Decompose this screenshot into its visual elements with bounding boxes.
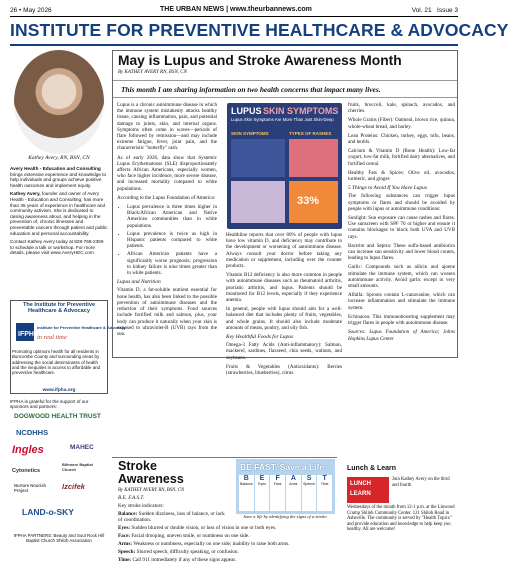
- lupus-avoid-item: Alfalfa: Sprouts contain L-canavanine, which can increase inflammation and stimulate the immune system.: [348, 292, 455, 311]
- sponsor-logo-ingles: Ingles: [12, 444, 44, 456]
- indicator-key: Eyes:: [118, 525, 131, 532]
- lupus-food-item: Whole Grains (Fiber): Oatmeal, brown rice, quinoa, whole-wheat bread, and barley.: [348, 117, 455, 130]
- lupus-paragraph: Vitamin D, a fat-soluble nutrient essential for bone health, has also been linked to the possible prevention of autoimmune diseases and the reduction of their symptoms. Food sources include fortified milk and salmon, plus, your body can produce it naturally when your skin is exposed to ultraviolet-B (UVB) rays from the sun.: [117, 287, 217, 337]
- befast-letter: A: [290, 475, 296, 482]
- indicator-key: Balance:: [118, 510, 138, 517]
- lupus-paragraph: Healthline reports that over 80% of people with lupus have low vitamin D, and deficiency may contribute to the development or worsening of autoimmune disease. Always consult your doctor before taking any medication or supplement, including over the counter products.: [226, 232, 342, 270]
- stroke-title: [118, 460, 184, 486]
- lupus-column-1: [117, 102, 217, 340]
- lupus-teaser: This month I am sharing information on two health concerns that impact many lives.: [113, 80, 457, 98]
- stroke-title-line-1: Stroke: [118, 459, 157, 473]
- befast-caption: Save a life by identifying the signs of a stroke.: [243, 514, 328, 519]
- sponsor-logo-nurture: Nurture Nourish Project: [14, 483, 47, 493]
- lunch-logo-word-2: LEARN: [350, 491, 371, 497]
- lunch-learn-logo: [347, 477, 389, 503]
- befast-word: Time: [320, 482, 329, 486]
- institute-url[interactable]: www.ifpha.org: [42, 388, 76, 393]
- sponsor-logo-mahec: MAHEC: [70, 444, 94, 451]
- lupus-food-item: Fruits & Vegetables (Antioxidants): Berries (strawberries, blueberries), citrus: [226, 363, 342, 377]
- lupus-food-item: Omega-3 Fatty Acids (Anti-inflammatory): Salmon, mackerel, sardines, flaxseed, chia seeds, walnuts, and soybeans.: [226, 342, 342, 361]
- gfx-subtitle: Lupus Skin Symptoms Are More Than Just Skin-Deep: [231, 117, 334, 122]
- sponsor-logo-dogwood: DOGWOOD HEALTH TRUST: [14, 413, 101, 420]
- indicator-text: Sudden dizziness, loss of balance, or lack of coordination.: [118, 510, 225, 524]
- title-divider: [10, 44, 458, 46]
- indicator-text: Weakness or numbness, especially on one side; inability to raise both arms.: [133, 540, 290, 547]
- gfx-rash-panel: [289, 139, 338, 177]
- lupus-paragraph: Lupus is a chronic autoimmune disease in which the immune system mistakenly attacks healthy tissue, causing inflammation, pain, and potential damage to joints, skin, and internal organs. Symptoms often come in waves—periods of flare followed by remission—and may include extreme fatigue, fever, joint pain, and the characteristic "butterfly" rash.: [117, 102, 217, 152]
- befast-heading: B.E. F.A.S.T.: [118, 495, 145, 501]
- page-number: 26: [10, 7, 18, 14]
- indicator-key: Time:: [118, 556, 132, 563]
- photo-caption: Kathey Avery, RN, BSN, CN: [28, 155, 90, 161]
- lupus-nutrition-subhead: Lupus and Nutrition: [117, 279, 161, 286]
- befast-graphic-title: BE FAST, Save a Life: [240, 462, 325, 472]
- paper-url[interactable]: www.theurbannews.com: [230, 6, 312, 13]
- lupus-sources: Sources: Lupus Foundation of America; Johns Hopkins Lupus Center: [348, 329, 455, 342]
- issue-date: May 2026: [23, 7, 52, 14]
- stroke-title-line-2: Awareness: [118, 472, 184, 486]
- bio-contact: Contact Kathey Avery today at 828-768-2369 to schedule a talk or workshop. For more details, please visit www.AveryHEC.com: [10, 239, 104, 256]
- befast-word: Arms: [289, 482, 298, 486]
- author-bio: [10, 166, 108, 259]
- stroke-indicator: [118, 541, 333, 547]
- stroke-indicator: [118, 511, 230, 524]
- befast-letter: S: [306, 475, 312, 482]
- lupus-food-item: Calcium & Vitamin D (Bone Health): Low-fat yogurt, low-fat milk, fortified dairy alternatives, and fortified cereal.: [348, 148, 455, 167]
- author-photo: [14, 50, 104, 154]
- stroke-divider: [112, 457, 337, 458]
- lupus-column-3: [348, 102, 455, 345]
- gfx-face-illustration: [231, 181, 285, 223]
- befast-letter: B: [243, 475, 249, 482]
- stroke-indicator: [118, 557, 333, 563]
- lunch-learn-title: Lunch & Learn: [347, 465, 397, 472]
- lupus-food-item: Lean Proteins: Chicken, turkey, eggs, tofu, beans, and lentils.: [348, 132, 455, 146]
- bio-paragraph-2: founder and owner of Avery Health - Education and Consulting, has more than 35 years of experience in healthcare and community activism. She is dedicated to raising awareness about, and helping in the prevention of, chronic illnesses and preventable cancers through patient and public education and personal accountability.: [10, 191, 108, 236]
- institute-description: Promoting optimum health for all residents in Buncombe County and surrounding areas by addressing the social determinants of health and the inequities in access to affordable and preventive healthcare.: [12, 349, 101, 376]
- stroke-intro: Key stroke indicators:: [118, 502, 164, 509]
- gfx-title-lupus: LUPUS: [231, 106, 262, 116]
- bio-company-name: Avery Health - Education and Consulting: [10, 166, 101, 171]
- sponsor-logo-land-of-sky: LAND-o-SKY: [22, 507, 74, 517]
- lupus-avoid-item: The following substances can trigger lupus symptoms or flares and should be avoided by people with lupus or autoimmune conditions:: [348, 193, 455, 212]
- lupus-column-2: [226, 232, 342, 379]
- indicator-key: Speech:: [118, 548, 136, 555]
- stroke-indicator: [118, 525, 333, 531]
- list-item: • African American patients have a significantly worse prognosis; progression to kidney failure is nine times greater than in white patients.: [127, 251, 217, 276]
- list-item: • Lupus prevalence is three times higher in Black/African American and Native American communities than in white populations.: [127, 204, 217, 229]
- lupus-avoid-item: Bactrim and Septra: These sulfa-based antibiotics can increase sun sensitivity and lower blood counts, leading to lupus flares.: [348, 242, 455, 262]
- indicator-text: Slurred speech, difficulty speaking, or confusion.: [136, 548, 239, 555]
- stroke-indicator: [118, 549, 333, 555]
- sponsor-logo-biltmore: Biltmore Baptist Church: [62, 462, 93, 472]
- issue: Issue 3: [437, 7, 458, 14]
- volume: Vol. 21: [411, 7, 432, 14]
- indicator-key: Face:: [118, 533, 131, 540]
- befast-letter: T: [322, 475, 327, 482]
- stroke-body: [118, 495, 333, 565]
- lupus-byline: By KATHEY AVERY RN, BSN, CN: [118, 70, 187, 75]
- lupus-article-title: May is Lupus and Stroke Awareness Month: [118, 53, 402, 68]
- gfx-title-skin: SKIN SYMPTOMS: [263, 106, 339, 116]
- lupus-foods-subhead: Key Healthful Foods for Lupus: [226, 334, 294, 341]
- indicator-key: Arms:: [118, 540, 133, 547]
- lupus-avoid-item: Garlic: Compounds such as allicin and ajoene stimulate the immune system, which can worsen autoimmune activity. Avoid garlic except in very small amounts.: [348, 264, 455, 290]
- sponsors-note: IFPHA is grateful for the support of our sponsors and partners:: [10, 399, 89, 410]
- lupus-paragraph: Vitamin B12 deficiency is also more common in people with autoimmune diseases such as rheumatoid arthritis, psoriatic arthritis, and lupus. Patients should be monitored for B12 levels, especially if they experience anemia.: [226, 272, 342, 304]
- indicator-text: Sudden blurred or double vision, or loss of vision in one or both eyes.: [131, 525, 277, 532]
- befast-word: Balance: [240, 482, 253, 486]
- befast-word: Eyes: [258, 482, 266, 486]
- list-item: • Lupus prevalence is twice as high in Hispanic patients compared to white patients.: [127, 231, 217, 250]
- gfx-stat-value: 33%: [297, 195, 320, 207]
- ifpha-tagline: in real time: [37, 334, 67, 341]
- sponsor-logo-cytonetics: Cytonetics: [12, 468, 41, 474]
- stroke-indicator: [118, 533, 333, 539]
- ifpha-mark: IFPHA: [18, 331, 39, 338]
- bio-author-name: Kathey Avery,: [10, 191, 41, 197]
- page-header: 26 • May 2026 THE URBAN NEWS | www.theurbannews.com Vol. 21 Issue 3: [10, 6, 458, 14]
- sponsor-logo-izcifek: Izcifek: [62, 482, 85, 491]
- lupus-stats-list: [127, 204, 217, 276]
- lupus-paragraph: In general, people with lupus should aim for a well-balanced diet that includes plenty of fruits, vegetables, and whole grains. It should also include moderate amounts of meats, poultry, and oily fish.: [226, 306, 342, 331]
- indicator-text: Facial drooping, uneven smile, or numbness on one side.: [131, 533, 250, 540]
- befast-word: Face: [273, 482, 282, 486]
- gfx-col-skin-symptoms: SKIN SYMPTOMS: [231, 131, 269, 136]
- befast-letter: F: [275, 475, 280, 482]
- lupus-paragraph: As of early 2026, data show that Systemic Lupus Erythematosus (SLE) disproportionately affects African Americans, especially women, who face higher incidence, more severe disease, and increased mortality compared to white populations.: [117, 154, 217, 192]
- lunch-learn-text-1: Join Kathey Avery on the third and fourth: [392, 477, 450, 488]
- gfx-col-types-of-rashes: TYPES OF RASHES: [289, 131, 332, 136]
- lupus-avoid-item: Sunlight: Sun exposure can cause rashes and flares. Use sunscreen with SPF 70 or higher and ensure it contains blockages to block both UVA and UVB rays.: [348, 215, 455, 240]
- institute-title: INSTITUTE FOR PREVENTIVE HEALTHCARE & ADVOCACY: [10, 20, 509, 40]
- lunch-learn-text-2: Wednesdays of the month from 12-1 p.m. at the Linwood Crump Shiloh Community Center. 121 Shiloh Road in Asheville. The community is served by "Health Topics" and provide education and knowledge to help keep you healthy. All are welcome!: [347, 505, 455, 533]
- lunch-logo-word-1: LUNCH: [350, 481, 371, 487]
- paper-name: THE URBAN NEWS: [160, 6, 225, 13]
- header-divider: [10, 16, 458, 17]
- ifpha-logo: [16, 321, 126, 345]
- lupus-food-item: fruits, broccoli, kale, spinach, avocados, and cherries.: [348, 102, 455, 115]
- indicator-text: Call 911 immediately if any of these signs appear.: [132, 556, 237, 563]
- stroke-byline: By KATHEY AVERY RN, BSN, CN: [118, 488, 185, 493]
- gfx-symptom-panel: [231, 139, 285, 177]
- bio-paragraph-1: brings extensive experience and knowledge to help individuals and groups achieve positive health outcomes and implement equity.: [10, 171, 107, 188]
- sponsor-logo-ncdhhs: NCDHHS: [16, 428, 49, 437]
- lupus-avoid-subhead: 5 Things to Avoid If You Have Lupus: [348, 185, 427, 192]
- lupus-avoid-item: Echinacea: This immunoboosting supplement may trigger flares in people with autoimmune disease.: [348, 313, 455, 327]
- befast-word: Speech: [303, 482, 315, 486]
- institute-box-title: The Institute for Preventive Healthcare & Advocacy: [22, 302, 96, 315]
- ifpha-logo-subtitle: Institute for Preventive Healthcare & Advocacy: [37, 325, 126, 330]
- befast-letter: E: [259, 475, 265, 482]
- lupus-skin-infographic: [227, 103, 342, 229]
- partners-list: IFPHA PARTNERS: Beauty and Soul Rock Hill Baptist Church Shiloh Association: [13, 533, 105, 544]
- lupus-food-item: Healthy Fats & Spices: Olive oil, avocados, turmeric, and ginger.: [348, 169, 455, 183]
- lupus-paragraph: According to the Lupus Foundation of America:: [117, 194, 216, 201]
